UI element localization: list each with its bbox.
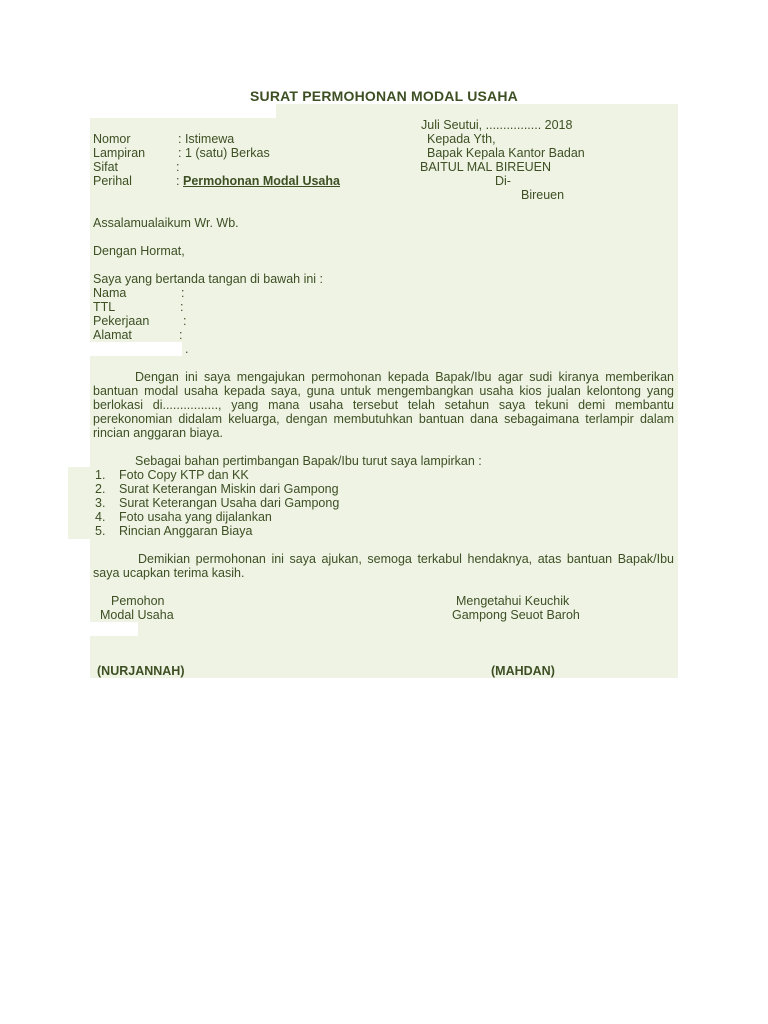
body-paragraph	[93, 370, 674, 440]
attachment-item-5: Rincian Anggaran Biaya	[119, 524, 253, 538]
intro-line: Saya yang bertanda tangan di bawah ini :	[93, 272, 324, 286]
page-title: SURAT PERMOHONAN MODAL USAHA	[250, 88, 518, 104]
attachment-num-3: 3.	[95, 496, 106, 510]
closing-paragraph-text: Demikian permohonan ini saya ajukan, semoga terkabul hendaknya, atas bantuan Bapak/Ibu saya ucapkan terima kasih.	[93, 552, 674, 580]
recipient-line2: Bapak Kepala Kantor Badan	[427, 146, 585, 160]
signature-left-line2: Modal Usaha	[100, 608, 174, 622]
attachment-item-2: Surat Keterangan Miskin dari Gampong	[119, 482, 339, 496]
identity-alamat-label: Alamat	[93, 328, 132, 342]
closing-paragraph	[93, 552, 674, 580]
signature-right-name: (MAHDAN)	[491, 664, 555, 678]
greeting: Assalamualaikum Wr. Wb.	[93, 216, 239, 230]
lampiran-label: Lampiran	[93, 146, 146, 160]
perihal-label: Perihal	[93, 174, 132, 188]
recipient-line3: BAITUL MAL BIREUEN	[420, 160, 552, 174]
identity-ttl-label: TTL	[93, 300, 116, 314]
attachment-item-3: Surat Keterangan Usaha dari Gampong	[119, 496, 340, 510]
identity-pekerjaan-label: Pekerjaan	[93, 314, 150, 328]
perihal-colon: :	[176, 174, 180, 188]
attachment-num-4: 4.	[95, 510, 106, 524]
blank-gap-top	[90, 104, 276, 118]
attachment-num-1: 1.	[95, 468, 106, 482]
sifat-label: Sifat	[93, 160, 119, 174]
attachment-num-2: 2.	[95, 482, 106, 496]
identity-ttl-colon: :	[180, 300, 184, 314]
date-line: Juli Seutui, ................ 2018	[421, 118, 573, 132]
perihal-value: Permohonan Modal Usaha	[183, 174, 340, 188]
identity-pekerjaan-colon: :	[183, 314, 187, 328]
body-paragraph-text: Dengan ini saya mengajukan permohonan kepada Bapak/Ibu agar sudi kiranya memberikan bantuan modal usaha kepada saya, guna untuk mengembangkan usaha kios jualan kelontong yang berlokasi di................, yang mana usaha tersebut telah setahun saya tekuni demi membantu perekonomian didalam keluarga, dengan membutuhkan bantuan dana sebagaimana terlampir dalam rincian anggaran biaya.	[93, 370, 674, 440]
signature-left-line1: Pemohon	[111, 594, 165, 608]
nomor-label: Nomor	[93, 132, 131, 146]
salutation: Dengan Hormat,	[93, 244, 185, 258]
identity-alamat-colon: :	[179, 328, 183, 342]
identity-nama-label: Nama	[93, 286, 127, 300]
attachment-item-1: Foto Copy KTP dan KK	[119, 468, 249, 482]
signature-right-line2: Gampong Seuot Baroh	[452, 608, 580, 622]
signature-right-line1: Mengetahui Keuchik	[456, 594, 570, 608]
signature-left-name: (NURJANNAH)	[97, 664, 185, 678]
attachment-num-5: 5.	[95, 524, 106, 538]
identity-dot: .	[185, 342, 189, 356]
blank-gap-identity	[90, 342, 182, 356]
lampiran-value: : 1 (satu) Berkas	[178, 146, 270, 160]
identity-nama-colon: :	[181, 286, 185, 300]
blank-gap-signature	[90, 622, 138, 636]
recipient-line1: Kepada Yth,	[427, 132, 496, 146]
attachment-item-4: Foto usaha yang dijalankan	[119, 510, 272, 524]
recipient-line4: Di-	[495, 174, 511, 188]
nomor-value: : Istimewa	[178, 132, 235, 146]
attachments-intro: Sebagai bahan pertimbangan Bapak/Ibu turut saya lampirkan :	[135, 454, 482, 468]
recipient-line5: Bireuen	[521, 188, 565, 202]
sifat-value: :	[176, 160, 180, 174]
